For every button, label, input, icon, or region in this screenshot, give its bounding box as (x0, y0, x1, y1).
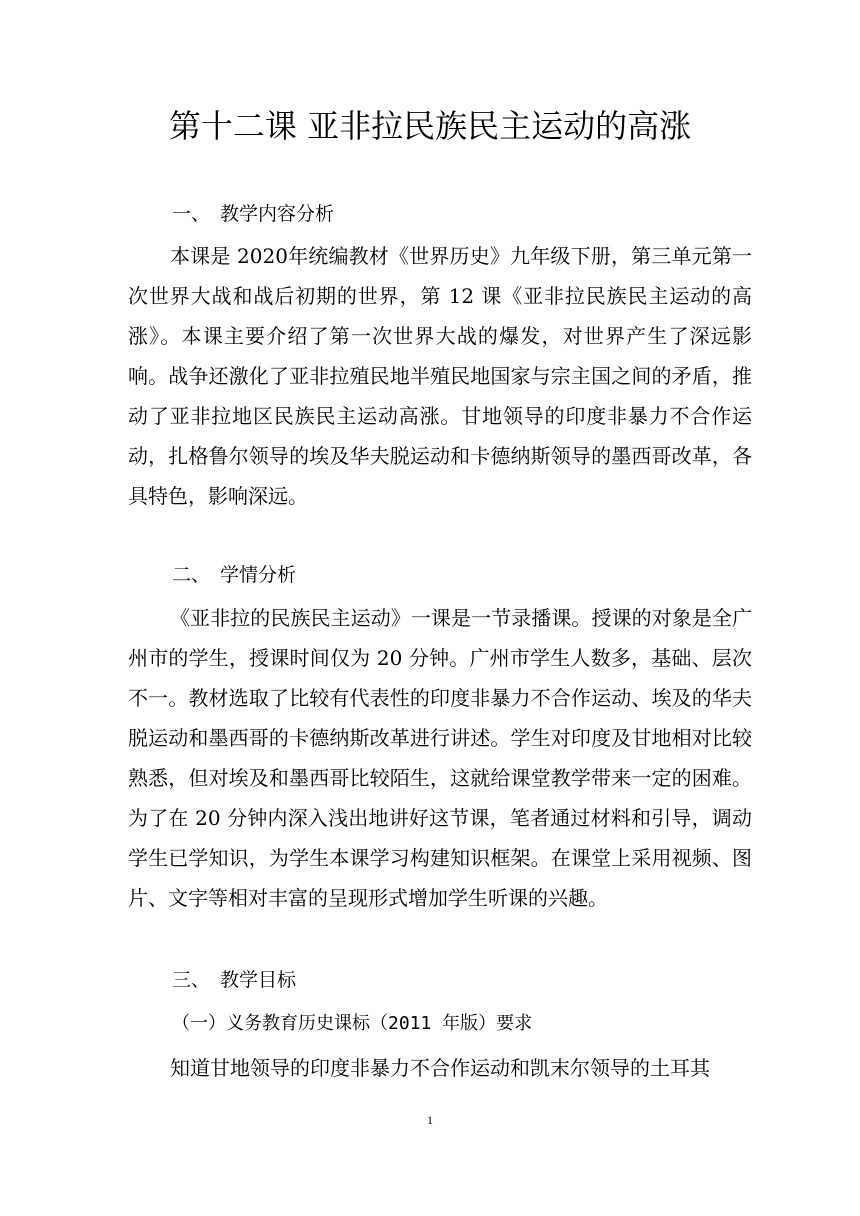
section-heading-3 (172, 968, 772, 992)
section-heading-1 (172, 202, 772, 226)
section-paragraph-1: 本课是 2020年统编教材《世界历史》九年级下册，第三单元第一次世界大战和战后初期的世界，第 12 课《亚非拉民族民主运动的高涨》。本课主要介绍了第一次世界大战的爆发，对世界产生了深远影响。战争还激化了亚非拉殖民地半殖民地国家与宗主国之间的矛盾，推动了亚非拉地区民族民主运动高涨。甘地领导的印度非暴力不合作运动，扎格鲁尔领导的埃及华夫脱运动和卡德纳斯领导的墨西哥改革，各具特色，影响深远。 (128, 244, 752, 508)
section-paragraph-2: 《亚非拉的民族民主运动》一课是一节录播课。授课的对象是全广州市的学生，授课时间仅为 20 分钟。广州市学生人数多，基础、层次不一。教材选取了比较有代表性的印度非暴力不合作运动、埃及的华夫脱运动和墨西哥的卡德纳斯改革进行讲述。学生对印度及甘地相对比较熟悉，但对埃及和墨西哥比较陌生，这就给课堂教学带来一定的困难。为了在 20 分钟内深入浅出地讲好这节课，笔者通过材料和引导，调动学生已学知识，为学生本课学习构建知识框架。在课堂上采用视频、图片、文字等相对丰富的呈现形式增加学生听课的兴趣。 (128, 606, 752, 910)
section-number-2: 二、 (172, 564, 211, 586)
section-paragraph-3: 知道甘地领导的印度非暴力不合作运动和凯末尔领导的土耳其 (170, 1056, 710, 1080)
section-title-3: 教学目标 (220, 969, 297, 991)
document-title: 第十二课 亚非拉民族民主运动的高涨 (168, 107, 692, 145)
section-subheading-3: （一）义务教育历史课标（2011 年版）要求 (172, 1013, 533, 1034)
section-title-2: 学情分析 (220, 564, 297, 586)
section-heading-2 (172, 563, 772, 587)
section-number-1: 一、 (172, 203, 211, 225)
section-title-1: 教学内容分析 (220, 203, 335, 225)
page-number: 1 (427, 1113, 433, 1127)
section-number-3: 三、 (172, 969, 211, 991)
